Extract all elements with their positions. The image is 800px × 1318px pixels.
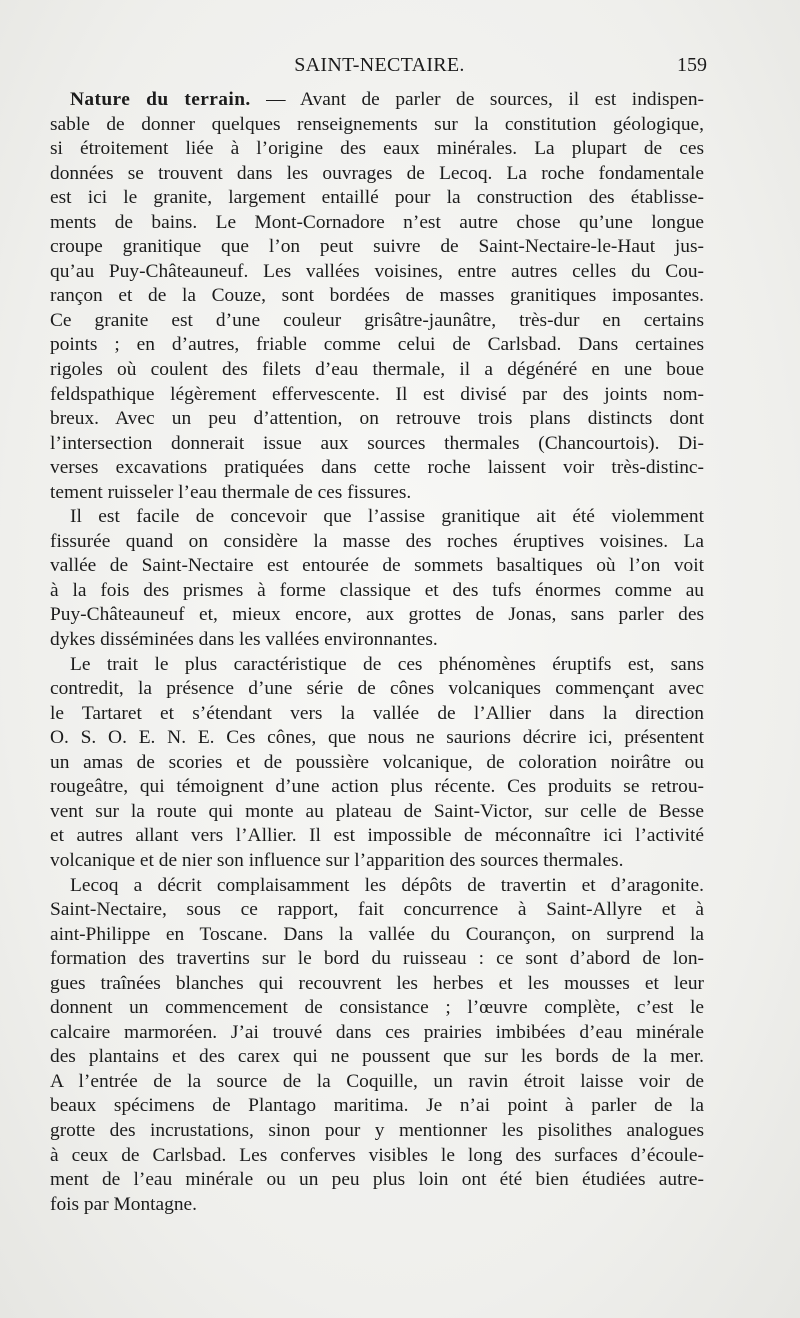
text-line: Nature du terrain. — Avant de parler de sources, il est indispen- bbox=[70, 89, 704, 110]
text-line: contredit, la présence d’une série de cônes volcaniques commençant avec bbox=[50, 678, 704, 700]
paragraph-1 bbox=[50, 88, 704, 505]
page-number: 159 bbox=[677, 54, 707, 76]
heading-dash: — bbox=[266, 89, 286, 110]
text-line: breux. Avec un peu d’attention, on retrouve trois plans distincts dont bbox=[50, 408, 704, 430]
text-line: beaux spécimens de Plantago maritima. Je n’ai point à parler de la bbox=[50, 1095, 704, 1117]
text-line: Il est facile de concevoir que l’assise granitique ait été violemment bbox=[70, 506, 704, 528]
text-line: l’intersection donnerait issue aux sources thermales (Chancourtois). Di- bbox=[50, 432, 704, 454]
text-line: verses excavations pratiquées dans cette roche laissent voir très-distinc- bbox=[50, 457, 704, 479]
text-line: Puy-Châteauneuf et, mieux encore, aux grottes de Jonas, sans parler des bbox=[50, 604, 704, 626]
text-line: feldspathique légèrement effervescente. Il est divisé par des joints nom- bbox=[50, 383, 704, 405]
text-line: gues traînées blanches qui recouvrent les herbes et les mousses et leur bbox=[50, 972, 704, 994]
text-line: à la fois des prismes à forme classique et des tufs énormes comme au bbox=[50, 579, 704, 601]
text-line: Le trait le plus caractéristique de ces phénomènes éruptifs est, sans bbox=[70, 653, 704, 675]
text-line: volcanique et de nier son influence sur l’apparition des sources thermales. bbox=[50, 849, 624, 871]
text-line: le Tartaret et s’étendant vers la vallée de l’Allier dans la direction bbox=[50, 702, 704, 724]
text-line: rançon et de la Couze, sont bordées de masses granitiques imposantes. bbox=[50, 285, 704, 307]
running-title: SAINT-NECTAIRE. bbox=[294, 54, 465, 76]
text-line: si étroitement liée à l’origine des eaux minérales. La plupart de ces bbox=[50, 138, 704, 160]
text-line: et autres allant vers l’Allier. Il est impossible de méconnaître ici l’activité bbox=[50, 825, 704, 847]
page-header bbox=[52, 54, 707, 82]
text-line: fissurée quand on considère la masse des roches éruptives voisines. La bbox=[50, 530, 704, 552]
text-line: aint-Philippe en Toscane. Dans la vallée du Courançon, on surprend la bbox=[50, 923, 704, 945]
paragraph-2 bbox=[50, 505, 704, 652]
paragraph-3 bbox=[50, 653, 704, 874]
text-line: points ; en d’autres, friable comme celui de Carlsbad. Dans certaines bbox=[50, 334, 704, 356]
paragraph-4 bbox=[50, 874, 704, 1218]
text-line: rigoles où coulent des filets d’eau thermale, il a dégénéré en une boue bbox=[50, 359, 704, 381]
text-line: qu’au Puy-Châteauneuf. Les vallées voisines, entre autres celles du Cou- bbox=[50, 260, 704, 282]
text-line: donnent un commencement de consistance ; l’œuvre complète, c’est le bbox=[50, 997, 704, 1019]
body-text bbox=[50, 88, 704, 1217]
text-line: sable de donner quelques renseignements sur la constitution géologique, bbox=[50, 113, 704, 135]
text-line: Saint-Nectaire, sous ce rapport, fait concurrence à Saint-Allyre et à bbox=[50, 899, 704, 921]
text-line: ment de l’eau minérale ou un peu plus loin ont été bien étudiées autre- bbox=[50, 1169, 704, 1191]
text-line: croupe granitique que l’on peut suivre de Saint-Nectaire-le-Haut jus- bbox=[50, 236, 704, 258]
text-line: des plantains et des carex qui ne poussent que sur les bords de la mer. bbox=[50, 1046, 704, 1068]
text-line: vallée de Saint-Nectaire est entourée de sommets basaltiques où l’on voit bbox=[50, 555, 704, 577]
text-line: dykes disséminées dans les vallées environnantes. bbox=[50, 629, 438, 651]
text-line: Lecoq a décrit complaisamment les dépôts de travertin et d’aragonite. bbox=[70, 874, 704, 896]
section-heading: Nature du terrain. bbox=[70, 89, 251, 110]
text-line: est ici le granite, largement entaillé pour la construction des établisse- bbox=[50, 187, 704, 209]
text-line: un amas de scories et de poussière volcanique, de coloration noirâtre ou bbox=[50, 751, 704, 773]
text-line: A l’entrée de la source de la Coquille, un ravin étroit laisse voir de bbox=[50, 1070, 704, 1092]
text-line: calcaire marmoréen. J’ai trouvé dans ces prairies imbibées d’eau minérale bbox=[50, 1021, 704, 1043]
text-line: tement ruisseler l’eau thermale de ces fissures. bbox=[50, 481, 412, 503]
text-line: fois par Montagne. bbox=[50, 1193, 198, 1215]
text-line: grotte des incrustations, sinon pour y mentionner les pisolithes analogues bbox=[50, 1119, 704, 1141]
text-line: vent sur la route qui monte au plateau de Saint-Victor, sur celle de Besse bbox=[50, 800, 704, 822]
text-line: O. S. O. E. N. E. Ces cônes, que nous ne saurions décrire ici, présentent bbox=[50, 727, 704, 749]
text-line: formation des travertins sur le bord du ruisseau : ce sont d’abord de lon- bbox=[50, 948, 704, 970]
text-line: à ceux de Carlsbad. Les conferves visibles le long des surfaces d’écoule- bbox=[50, 1144, 704, 1166]
text-line: Ce granite est d’une couleur grisâtre-jaunâtre, très-dur en certains bbox=[50, 309, 704, 331]
text-line: données se trouvent dans les ouvrages de Lecoq. La roche fondamentale bbox=[50, 162, 704, 184]
text-line: rougeâtre, qui témoignent d’une action plus récente. Ces produits se retrou- bbox=[50, 776, 704, 798]
text-line: ments de bains. Le Mont-Cornadore n’est autre chose qu’une longue bbox=[50, 211, 704, 233]
